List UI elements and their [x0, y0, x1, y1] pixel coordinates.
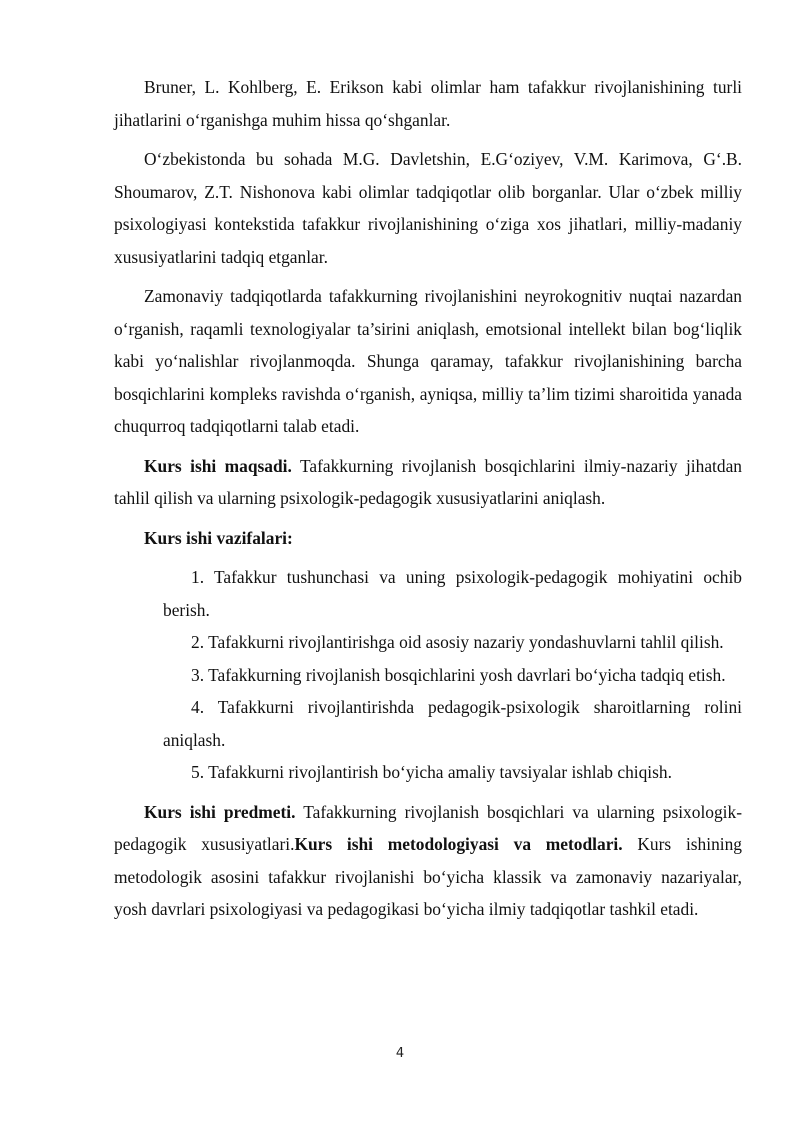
methodology-label: Kurs ishi metodologiyasi va metodlari. [294, 834, 623, 854]
aim-label: Kurs ishi maqsadi. [144, 455, 292, 476]
page-body [114, 71, 742, 926]
paragraph-aim [114, 450, 742, 515]
task-item-1: 1. Tafakkur tushunchasi va uning psixologik-pedagogik mohiyatini ochib berish. [163, 567, 742, 620]
tasks-list [114, 561, 742, 789]
aim-text: Tafakkurning rivojlanish bosqichlarini ilmiy-nazariy jihatdan tahlil qilish va ularning psixologik-pedagogik xususiyatlarini aniqlash. [114, 455, 742, 508]
paragraph-subject-methodology [114, 796, 742, 926]
paragraph-modern-research: Zamonaviy tadqiqotlarda tafakkurning rivojlanishini neyrokognitiv nuqtai nazardan o‘rganish, raqamli texnologiyalar ta’sirini aniqlash, emotsional intellekt bilan bog‘liqlik kabi yo‘nalishlar rivojlanmoqda. Shunga qaramay, tafakkur rivojlanishining barcha bosqichlarini kompleks ravishda o‘rganish, ayniqsa, milliy ta’lim tizimi sharoitida yanada chuqurroq tadqiqotlarni talab etadi. [114, 286, 742, 436]
subject-text: Tafakkurning rivojlanish bosqichlari va ularning psixologik-pedagogik xususiyatlari. [114, 801, 742, 854]
task-item-3: 3. Tafakkurning rivojlanish bosqichlarini yosh davrlari bo‘yicha tadqiq etish. [191, 664, 726, 685]
task-item-5: 5. Tafakkurni rivojlantirish bo‘yicha amaliy tavsiyalar ishlab chiqish. [191, 762, 672, 782]
subject-label: Kurs ishi predmeti. [144, 801, 296, 822]
paragraph-uzbek-scholars: O‘zbekistonda bu sohada M.G. Davletshin, E.G‘oziyev, V.M. Karimova, G‘.B. Shoumarov, Z.T. Nishonova kabi olimlar tadqiqotlar olib borganlar. Ular o‘zbek milliy psixologiyasi kontekstida tafakkur rivojlanishining o‘ziga xos jihatlari, milliy-madaniy xususiyatlarini tadqiq etganlar. [114, 149, 742, 267]
paragraph-intro: Bruner, L. Kohlberg, E. Erikson kabi olimlar ham tafakkur rivojlanishining turli jihatlarini o‘rganishga muhim hissa qo‘shganlar. [114, 77, 742, 130]
task-item-2: 2. Tafakkurni rivojlantirishga oid asosiy nazariy yondashuvlarni tahlil qilish. [191, 632, 724, 652]
methodology-text: Kurs ishining metodologik asosini tafakkur rivojlanishi bo‘yicha klassik va zamonaviy nazariyalar, yosh davrlari psixologiyasi va pedagogikasi bo‘yicha ilmiy tadqiqotlar tashkil etadi. [114, 834, 742, 919]
page-number: 4 [395, 1046, 405, 1061]
tasks-heading: Kurs ishi vazifalari: [144, 527, 293, 548]
task-item-4: 4. Tafakkurni rivojlantirishda pedagogik-psixologik sharoitlarning rolini aniqlash. [163, 697, 742, 750]
